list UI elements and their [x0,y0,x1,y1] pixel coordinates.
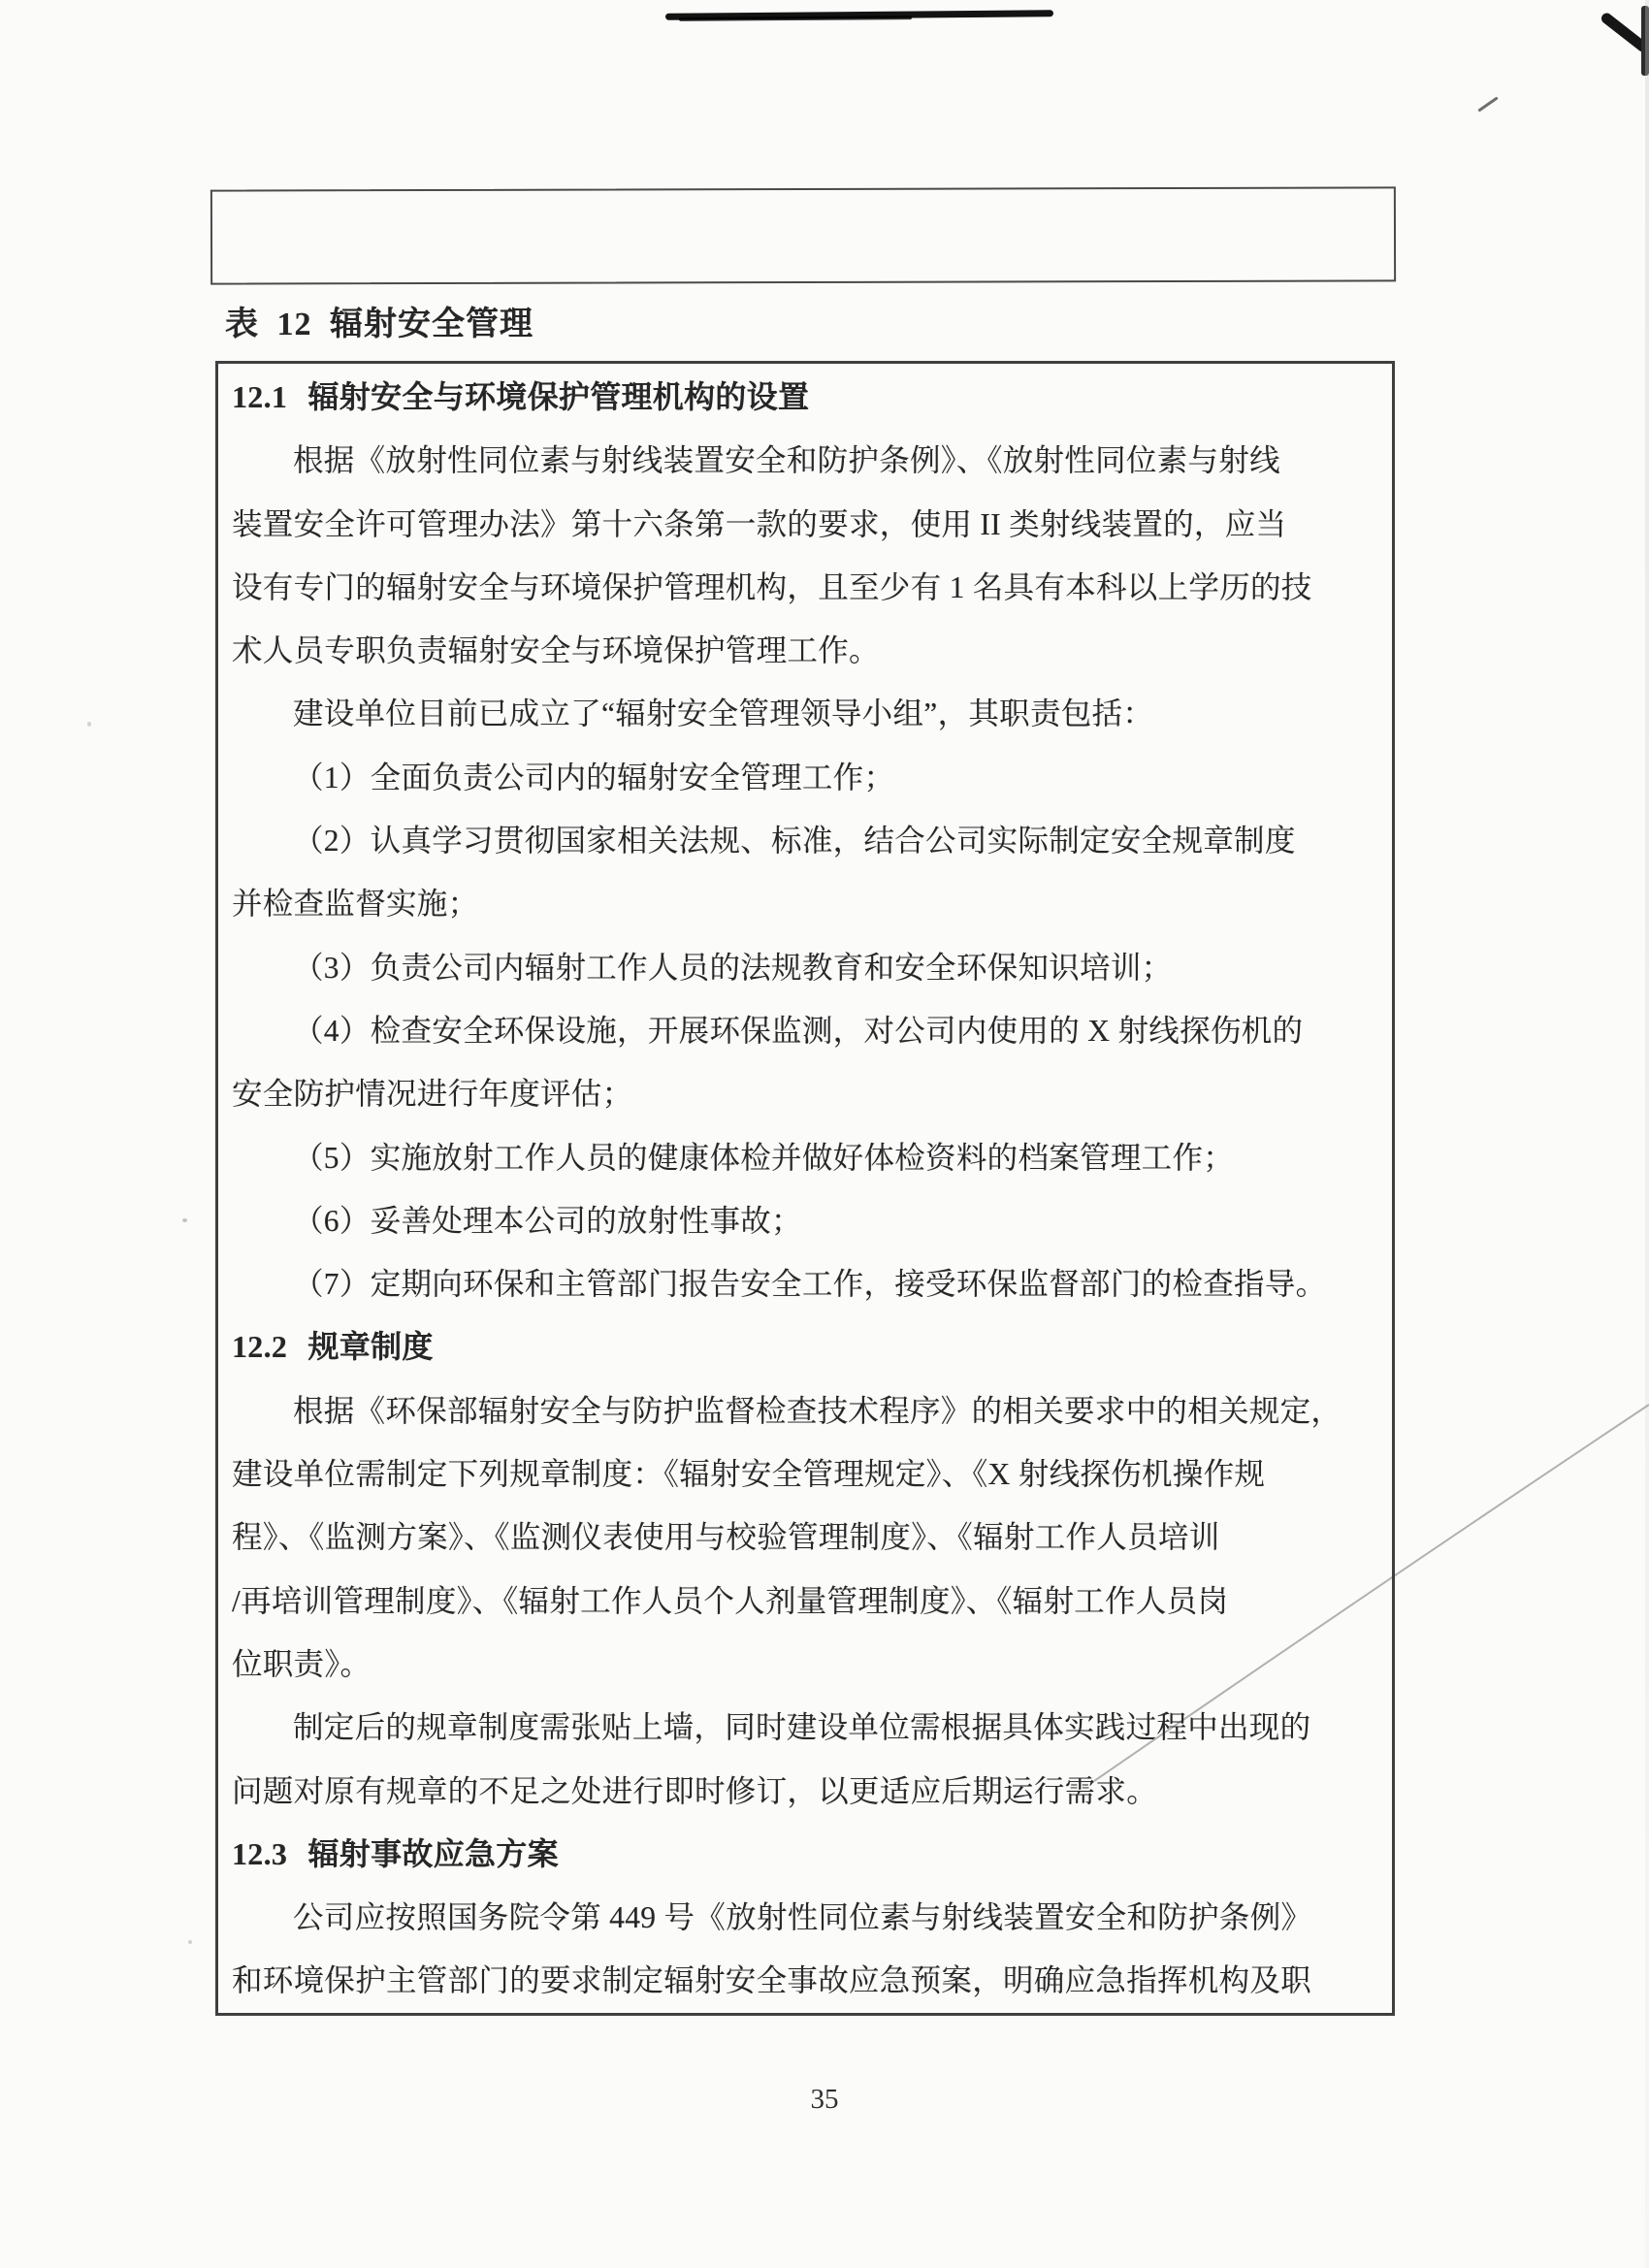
text-line: 和环境保护主管部门的要求制定辐射安全事故应急预案，明确应急指挥机构及职 [232,1963,1312,1998]
list-item: （5）实施放射工作人员的健康体检并做好体检资料的档案管理工作； [293,1140,1235,1175]
text-line: 并检查监督实施； [232,887,479,922]
page-number: 35 [810,2084,839,2115]
text-line: 设有专门的辐射安全与环境保护管理机构，且至少有 1 名具有本科以上学历的技 [232,569,1312,604]
text-line: 位职责》。 [232,1646,372,1681]
text-line: 术人员专职负责辐射安全与环境保护管理工作。 [232,633,880,668]
section-heading: 12.3 辐射事故应急方案 [232,1835,559,1871]
scan-speck [87,722,91,727]
empty-header-box [210,186,1396,284]
text-line: 建设单位需制定下列规章制度：《辐射安全管理规定》、《X 射线探伤机操作规 [232,1457,1266,1492]
text-line: 制定后的规章制度需张贴上墙，同时建设单位需根据具体实践过程中出现的 [293,1710,1311,1745]
text-line: 安全防护情况进行年度评估； [232,1077,633,1112]
text-line: 程》、《监测方案》、《监测仪表使用与校验管理制度》、《辐射工作人员培训 [232,1520,1220,1555]
scan-streak-artifact [679,16,912,21]
scan-tick-artifact [1477,96,1498,112]
text-line: 根据《放射性同位素与射线装置安全和防护条例》、《放射性同位素与射线 [293,443,1280,478]
scan-speck [188,1940,192,1944]
text-line: 建设单位目前已成立了“辐射安全管理领导小组”，其职责包括： [293,697,1154,731]
list-item: （1）全面负责公司内的辐射安全管理工作； [293,760,895,794]
content-box [215,361,1395,2016]
scan-corner-mark-artifact [1600,11,1649,53]
list-item: （4）检查安全环保设施，开展环保监测，对公司内使用的 X 射线探伤机的 [293,1013,1304,1048]
scan-speck [182,1218,187,1222]
list-item: （7）定期向环保和主管部门报告安全工作，接受环保监督部门的检查指导。 [293,1267,1327,1302]
list-item: （3）负责公司内辐射工作人员的法规教育和安全环保知识培训； [293,950,1173,985]
scan-edge-shadow [1645,0,1649,2268]
text-line: 公司应按照国务院令第 449 号《放射性同位素与射线装置安全和防护条例》 [293,1900,1312,1935]
section-heading: 12.2 规章制度 [232,1329,434,1365]
table-title: 表 12 辐射安全管理 [225,307,534,342]
text-line: 问题对原有规章的不足之处进行即时修订，以更适应后期运行需求。 [232,1773,1158,1808]
text-line: 根据《环保部辐射安全与防护监督检查技术程序》的相关要求中的相关规定， [293,1393,1342,1428]
list-item: （2）认真学习贯彻国家相关法规、标准，结合公司实际制定安全规章制度 [293,824,1296,859]
text-line: 装置安全许可管理办法》第十六条第一款的要求，使用 II 类射线装置的，应当 [232,506,1287,541]
text-line: /再培训管理制度》、《辐射工作人员个人剂量管理制度》、《辐射工作人员岗 [232,1583,1229,1618]
scan-streak-artifact [665,10,1053,19]
section-heading: 12.1 辐射安全与环境保护管理机构的设置 [232,379,810,414]
list-item: （6）妥善处理本公司的放射性事故； [293,1203,802,1238]
scan-edge-artifact [1641,6,1649,76]
